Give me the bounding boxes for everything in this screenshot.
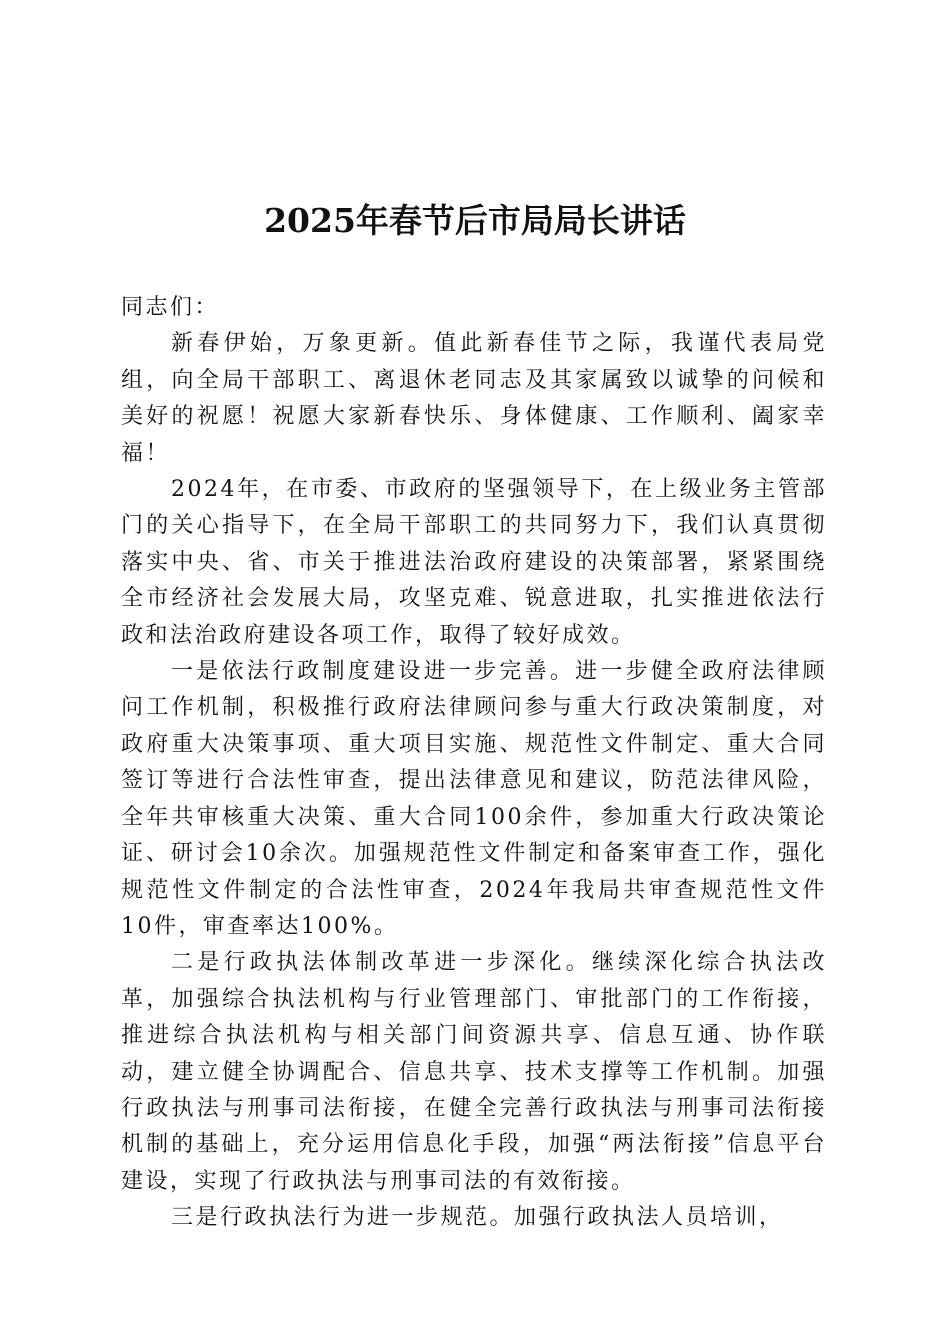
- paragraph-point-three: 三是行政执法行为进一步规范。加强行政执法人员培训，: [171, 1205, 784, 1231]
- paragraph-point-one: 一是依法行政制度建设进一步完善。进一步健全政府法律顾问工作机制，积极推行政府法律顾问参与重大行政决策制度，对政府重大决策事项、重大项目实施、规范性文件制定、重大合同签订等进行合法性审查，提出法律意见和建议，防范法律风险，全年共审核重大决策、重大合同100余件，参加重大行政决策论证、研讨会10余次。加强规范性文件制定和备案审查工作，强化规范性文件制定的合法性审查，2024年我局共审查规范性文件10件，审查率达100%。: [121, 659, 827, 939]
- paragraph-point-two: 二是行政执法体制改革进一步深化。继续深化综合执法改革，加强综合执法机构与行业管理部门、审批部门的工作衔接，推进综合执法机构与相关部门间资源共享、信息互通、协作联动，建立健全协调配合、信息共享、技术支撑等工作机制。加强行政执法与刑事司法衔接，在健全完善行政执法与刑事司法衔接机制的基础上，充分运用信息化手段，加强“两法衔接”信息平台建设，实现了行政执法与刑事司法的有效衔接。: [121, 950, 827, 1194]
- paragraph-2024-summary: 2024年，在市委、市政府的坚强领导下，在上级业务主管部门的关心指导下，在全局干部职工的共同努力下，我们认真贯彻落实中央、省、市关于推进法治政府建设的决策部署，紧紧围绕全市经济社会发展大局，攻坚克难、锐意进取，扎实推进依法行政和法治政府建设各项工作，取得了较好成效。: [121, 477, 827, 648]
- salutation: 同志们：: [121, 295, 220, 320]
- document-body: [121, 290, 827, 1237]
- document-title: 2025年春节后市局局长讲话: [264, 201, 686, 240]
- paragraph-greeting: 新春伊始，万象更新。值此新春佳节之际，我谨代表局党组，向全局干部职工、离退休老同志及其家属致以诚挚的问候和美好的祝愿！祝愿大家新春快乐、身体健康、工作顺利、阖家幸福！: [121, 331, 827, 466]
